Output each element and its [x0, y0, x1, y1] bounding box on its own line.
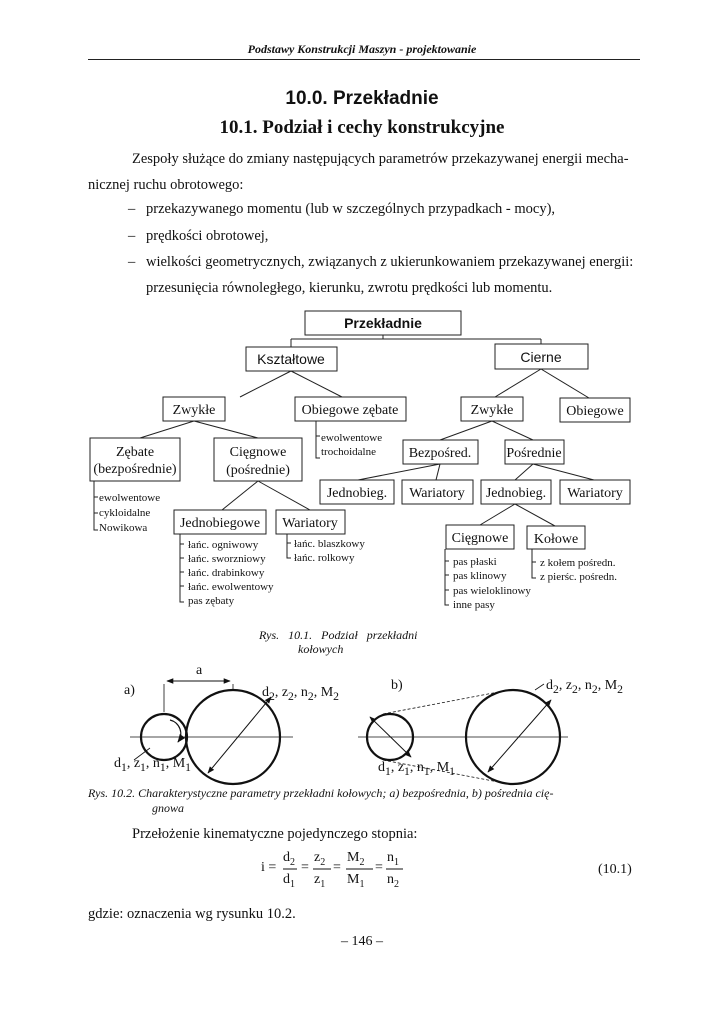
tree-b-jednobieg: Jednobieg.	[326, 486, 388, 501]
section-title: 10.1. Podział i cechy konstrukcyjne	[219, 117, 505, 138]
bullet-dash-3: –	[128, 254, 136, 270]
gear-a-small-params: $d_1$, $z_1$, $n_1$, $M_1$	[114, 756, 191, 774]
formula-eq-3: =	[375, 860, 383, 875]
tree-b-wariatory: Wariatory	[409, 486, 465, 501]
frac-d-num: $d_2$	[283, 850, 295, 868]
chapter-title: 10.0. Przekładnie	[285, 88, 439, 109]
bullet-2: prędkości obrotowej,	[146, 228, 269, 244]
tree-root: Przekładnie	[344, 315, 422, 331]
kolowe-list-item: z kołem pośredn.	[540, 557, 616, 569]
tree-obiegowe-zebate: Obiegowe zębate	[301, 403, 399, 418]
tree-zebate-line2: (bezpośrednie)	[93, 462, 177, 477]
zebate-list-item: Nowikowa	[99, 522, 148, 534]
formula-eq-2: =	[333, 860, 341, 875]
center-distance-label: a	[196, 663, 203, 678]
formula-number: (10.1)	[598, 862, 632, 877]
zebate-list-item: cykloidalne	[99, 507, 151, 519]
bullet-1: przekazywanego momentu (lub w szczególnych przypadkach - mocy),	[146, 201, 556, 217]
formula-intro: Przełożenie kinematyczne pojedynczego stopnia:	[132, 826, 418, 842]
zebate-list-item: ewolwentowe	[99, 492, 161, 504]
intro-line-1: Zespoły służące do zmiany następujących parametrów przekazywanej energii mecha-	[132, 151, 629, 167]
tree-bezposred: Bezpośred.	[408, 446, 472, 461]
tree-wariatory: Wariatory	[282, 516, 338, 531]
gear-b-large-params: $d_2$, $z_2$, $n_2$, $M_2$	[546, 678, 623, 696]
fig2-label-a: a)	[124, 683, 135, 698]
obiegowe-list-item: trochoidalne	[321, 446, 376, 458]
tree-c-zwykle: Zwykłe	[470, 403, 514, 418]
running-header: Podstawy Konstrukcji Maszyn - projektowanie	[247, 42, 477, 56]
jedno-list-item: pas zębaty	[188, 595, 235, 607]
ciegnowe-list-item: pas wieloklinowy	[453, 585, 531, 597]
tree-k-zwykle: Zwykłe	[172, 403, 216, 418]
tree-p-ciegnowe: Cięgnowe	[451, 531, 509, 546]
fig1-caption-line2: kołowych	[298, 642, 344, 656]
frac-d-den: $d_1$	[283, 872, 295, 890]
tree-p-jednobieg: Jednobieg.	[485, 486, 547, 501]
frac-z-den: $z_1$	[314, 872, 326, 890]
bullet-dash-2: –	[128, 228, 136, 244]
gear-b-small-params: $d_1$, $z_1$, $n_1$, $M_1$	[378, 760, 455, 778]
tree-ciegnowe-line1: Cięgnowe	[229, 445, 287, 460]
bullet-3: wielkości geometrycznych, związanych z ukierunkowaniem przekazywanej energii:	[146, 254, 634, 270]
fig1-caption-line1: Rys. 10.1. Podział przekładni	[259, 628, 418, 642]
intro-line-2: nicznej ruchu obrotowego:	[88, 177, 244, 193]
tree-jednobiegowe: Jednobiegowe	[179, 516, 261, 531]
gear-a-large-params: $d_2$, $z_2$, $n_2$, $M_2$	[262, 685, 339, 703]
frac-M-num: $M_2$	[347, 850, 365, 868]
tree-p-kolowe: Kołowe	[533, 532, 579, 547]
page-number: – 146 –	[341, 934, 383, 949]
formula-lhs: i =	[261, 860, 277, 875]
tree-c-obiegowe: Obiegowe	[566, 404, 624, 419]
tree-ciegnowe-line2: (pośrednie)	[226, 463, 290, 478]
tree-zebate-line1: Zębate	[115, 445, 155, 460]
where-note: gdzie: oznaczenia wg rysunku 10.2.	[88, 906, 296, 922]
tree-cierne: Cierne	[520, 349, 562, 365]
formula-eq-1: =	[301, 860, 309, 875]
bullet-3-continuation: przesunięcia równoległego, kierunku, zwrotu prędkości lub momentu.	[146, 280, 553, 296]
ciegnowe-list-item: pas płaski	[453, 556, 497, 568]
frac-M-den: $M_1$	[347, 872, 365, 890]
wariatory-list-item: łańc. rolkowy	[294, 552, 355, 564]
jedno-list-item: łańc. sworzniowy	[188, 553, 266, 565]
obiegowe-list-item: ewolwentowe	[321, 432, 383, 444]
frac-n-num: $n_1$	[387, 850, 399, 868]
tree-posrednie: Pośrednie	[506, 446, 562, 461]
tree-ksztaltowe: Kształtowe	[257, 351, 325, 367]
fig2-label-b: b)	[391, 678, 403, 693]
fig2-caption-line1: Rys. 10.2. Charakterystyczne parametry przekładni kołowych; a) bezpośrednia, b) pośrednia cię-	[88, 786, 554, 800]
frac-z-num: $z_2$	[314, 850, 326, 868]
kolowe-list-item: z pierśc. pośredn.	[540, 571, 617, 583]
jedno-list-item: łańc. ewolwentowy	[188, 581, 274, 593]
wariatory-list-item: łańc. blaszkowy	[294, 538, 365, 550]
fig2-caption-line2: gnowa	[152, 801, 185, 815]
bullet-dash-1: –	[128, 201, 136, 217]
ciegnowe-list-item: inne pasy	[453, 599, 495, 611]
jedno-list-item: łańc. ogniwowy	[188, 539, 259, 551]
frac-n-den: $n_2$	[387, 872, 399, 890]
tree-p-wariatory: Wariatory	[567, 486, 623, 501]
jedno-list-item: łańc. drabinkowy	[188, 567, 265, 579]
ciegnowe-list-item: pas klinowy	[453, 570, 507, 582]
